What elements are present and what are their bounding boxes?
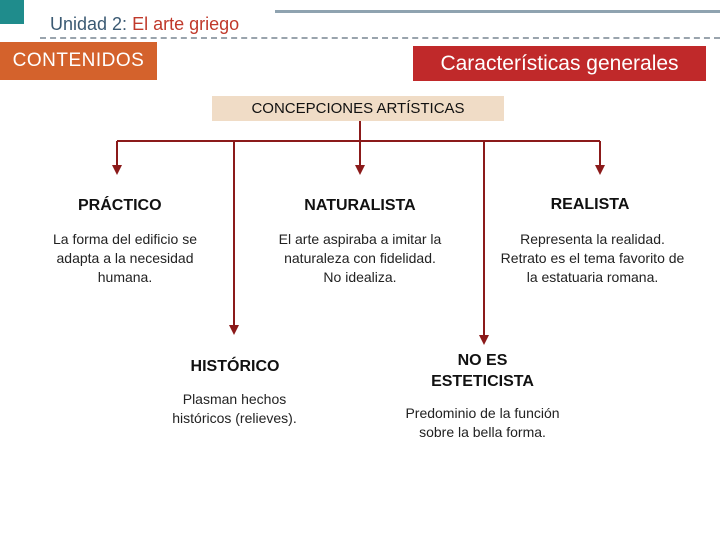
node-title-naturalista: NATURALISTA xyxy=(304,197,416,214)
unit-label: Unidad 2: xyxy=(50,14,128,34)
node-title-realista: REALISTA xyxy=(550,196,630,213)
node-text-naturalista: El arte aspiraba a imitar la naturaleza con fidelidad. No idealiza. xyxy=(278,231,442,285)
root-node-concepciones: CONCEPCIONES ARTÍSTICAS xyxy=(212,96,504,121)
contents-label: CONTENIDOS xyxy=(0,42,157,80)
node-text-no-esteticista: Predominio de la función sobre la bella forma. xyxy=(405,405,560,440)
node-title-historico: HISTÓRICO xyxy=(190,358,280,375)
node-title-no-esteticista: NO ES ESTETICISTA xyxy=(431,352,534,390)
node-text-historico: Plasman hechos históricos (relieves). xyxy=(172,391,297,426)
node-text-practico: La forma del edificio se adapta a la necesidad humana. xyxy=(53,231,197,285)
unit-title: El arte griego xyxy=(132,14,240,34)
node-text-realista: Representa la realidad. Retrato es el tema favorito de la estatuaria romana. xyxy=(500,231,685,285)
node-title-practico: PRÁCTICO xyxy=(78,197,162,214)
section-title: Características generales xyxy=(413,46,706,81)
